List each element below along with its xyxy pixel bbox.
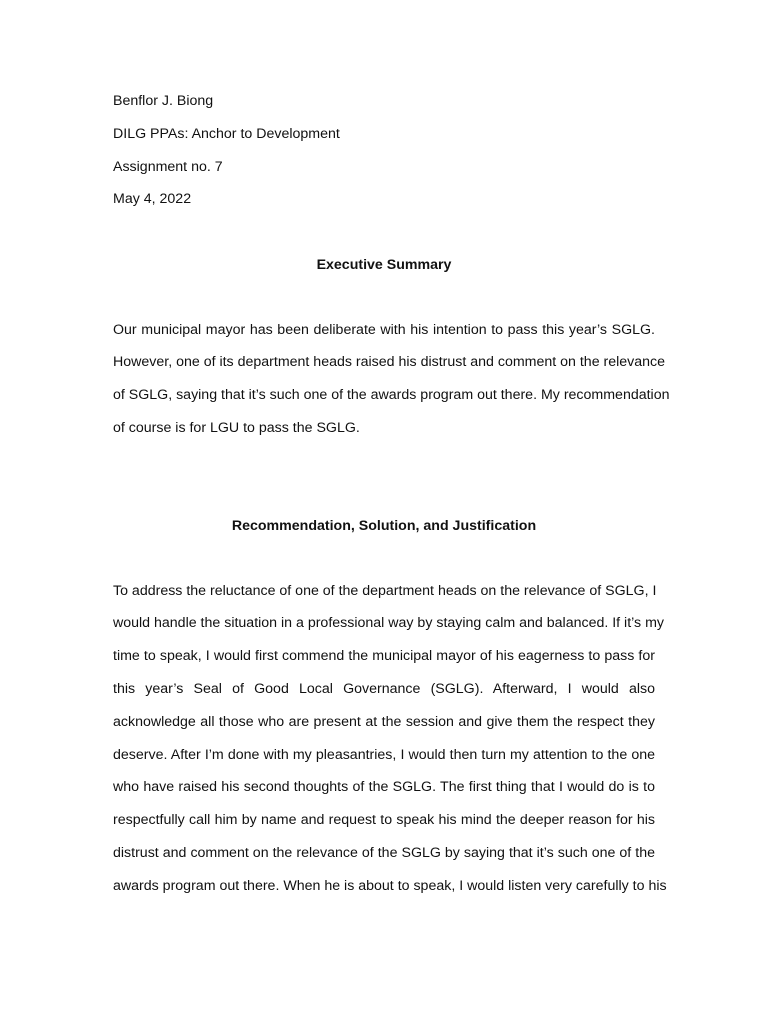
executive-summary-heading: Executive Summary	[316, 257, 452, 273]
paragraph-line: Our municipal mayor has been deliberate with his intention to pass this year’s SGLG.	[113, 322, 655, 338]
paragraph-line: time to speak, I would first commend the municipal mayor of his eagerness to pass for	[113, 648, 655, 664]
paragraph-line: awards program out there. When he is about to speak, I would listen very carefully to his	[113, 878, 667, 894]
recommendation-heading: Recommendation, Solution, and Justification	[231, 518, 537, 534]
author-name: Benflor J. Biong	[113, 93, 214, 109]
course-title: DILG PPAs: Anchor to Development	[113, 126, 340, 142]
paragraph-line: of SGLG, saying that it’s such one of the awards program out there. My recommendation	[113, 387, 670, 403]
paragraph-line: However, one of its department heads raised his distrust and comment on the relevance	[113, 354, 666, 370]
assignment-number: Assignment no. 7	[113, 159, 223, 175]
paragraph-line: this year’s Seal of Good Local Governance (SGLG). Afterward, I would also	[113, 681, 655, 697]
paragraph-line: deserve. After I’m done with my pleasantries, I would then turn my attention to the one	[113, 747, 655, 763]
paragraph-line: would handle the situation in a professional way by staying calm and balanced. If it’s my	[113, 615, 664, 631]
paragraph-line: To address the reluctance of one of the department heads on the relevance of SGLG, I	[113, 583, 657, 599]
paragraph-line: respectfully call him by name and request to speak his mind the deeper reason for his	[113, 812, 655, 828]
paragraph-line: who have raised his second thoughts of the SGLG. The first thing that I would do is to	[113, 779, 655, 795]
paragraph-line: of course is for LGU to pass the SGLG.	[113, 420, 360, 436]
document-date: May 4, 2022	[113, 191, 192, 207]
paragraph-line: acknowledge all those who are present at the session and give them the respect they	[113, 714, 655, 730]
paragraph-line: distrust and comment on the relevance of the SGLG by saying that it’s such one of the	[113, 845, 655, 861]
